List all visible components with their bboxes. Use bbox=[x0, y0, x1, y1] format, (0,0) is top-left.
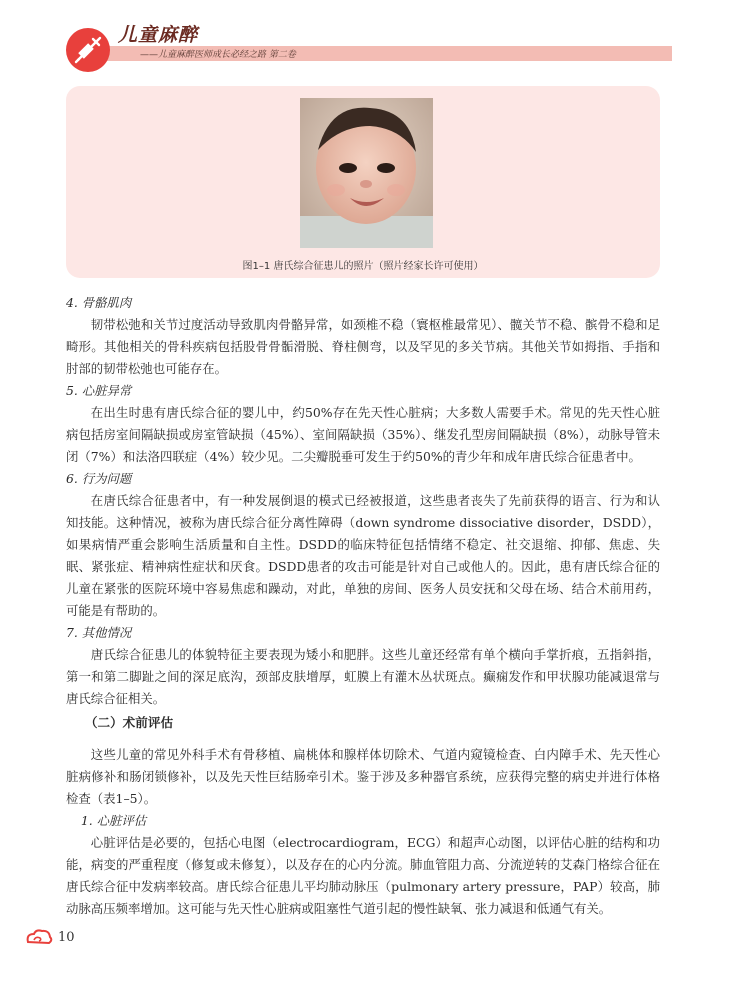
syringe-icon bbox=[66, 28, 110, 72]
figure-photo bbox=[300, 98, 433, 248]
heading-behavior: 6. 行为问题 bbox=[66, 471, 132, 486]
cloud-swirl-icon bbox=[24, 928, 54, 948]
body-text-preop bbox=[66, 744, 660, 920]
heading-cardiac-assessment: 1. 心脏评估 bbox=[80, 813, 147, 828]
paragraph-musculoskeletal: 韧带松弛和关节过度活动导致肌肉骨骼异常，如颈椎不稳（寰枢椎最常见）、髋关节不稳、髌骨不稳和足畸形。其他相关的骨科疾病包括股骨骨骺滑脱、脊柱侧弯，以及罕见的多关节病。其他关节如拇指、手指和肘部的韧带松弛也可能存在。 bbox=[66, 317, 660, 376]
body-text bbox=[66, 292, 660, 710]
section-preop bbox=[66, 712, 660, 734]
paragraph-cardiac-assessment: 心脏评估是必要的，包括心电图（electrocardiogram，ECG）和超声心动图，以评估心脏的结构和功能，病变的严重程度（修复或未修复），以及存在的心内分流。肺血管阻力高、分流逆转的艾森门格综合征在唐氏综合征中发病率较高。唐氏综合征患儿平均肺动脉压（pulmonary artery pressure，PAP）较高，肺动脉高压频率增加。这可能与先天性心脏病或阻塞性气道引起的慢性缺氧、张力减退和低通气有关。 bbox=[66, 835, 660, 916]
book-title: 儿童麻醉 bbox=[118, 24, 199, 46]
heading-musculoskeletal: 4. 骨骼肌肉 bbox=[66, 295, 132, 310]
heading-cardiac-abnormality: 5. 心脏异常 bbox=[66, 383, 132, 398]
heading-preop-assessment: （二）术前评估 bbox=[84, 715, 174, 730]
page-number: 10 bbox=[58, 930, 75, 945]
paragraph-cardiac-abnormality: 在出生时患有唐氏综合征的婴儿中，约50%存在先天性心脏病；大多数人需要手术。常见的先天性心脏病包括房室间隔缺损或房室管缺损（45%）、室间隔缺损（35%）、继发孔型房间隔缺损（8%），动脉导管未闭（7%）和法洛四联症（4%）较少见。二尖瓣脱垂可发生于约50%的青少年和成年唐氏综合征患者中。 bbox=[66, 405, 660, 464]
heading-other: 7. 其他情况 bbox=[66, 625, 132, 640]
book-subtitle: ——儿童麻醉医师成长必经之路 第二卷 bbox=[140, 50, 296, 60]
paragraph-preop: 这些儿童的常见外科手术有骨移植、扁桃体和腺样体切除术、气道内窥镜检查、白内障手术、先天性心脏病修补和肠闭锁修补，以及先天性巨结肠牵引术。鉴于涉及多种器官系统，应获得完整的病史并进行体格检查（表1–5）。 bbox=[66, 747, 660, 806]
baby-photo-illustration bbox=[300, 98, 433, 248]
header-logo bbox=[66, 28, 110, 72]
paragraph-behavior: 在唐氏综合征患者中，有一种发展倒退的模式已经被报道，这些患者丧失了先前获得的语言、行为和认知技能。这种情况，被称为唐氏综合征分离性障碍（down syndrome dissociative disorder，DSDD），如果病情严重会影响生活质量和自主性。DSDD的临床特征包括情绪不稳定、社交退缩、抑郁、焦虑、失眠、紧张症、精神病性症状和厌食。DSDD患者的攻击可能是针对自己或他人的。因此，患有唐氏综合征的儿童在紧张的医院环境中容易焦虑和躁动，对此，单独的房间、医务人员安抚和父母在场、结合术前用药，可能是有帮助的。 bbox=[66, 493, 660, 618]
figure-caption: 图1–1 唐氏综合征患儿的照片（照片经家长许可使用） bbox=[242, 261, 484, 272]
paragraph-other: 唐氏综合征患儿的体貌特征主要表现为矮小和肥胖。这些儿童还经常有单个横向手掌折痕，五指斜指，第一和第二脚趾之间的深足底沟，颈部皮肤增厚，虹膜上有灌木丛状斑点。癫痫发作和甲状腺功能减退常与唐氏综合征相关。 bbox=[66, 647, 660, 706]
